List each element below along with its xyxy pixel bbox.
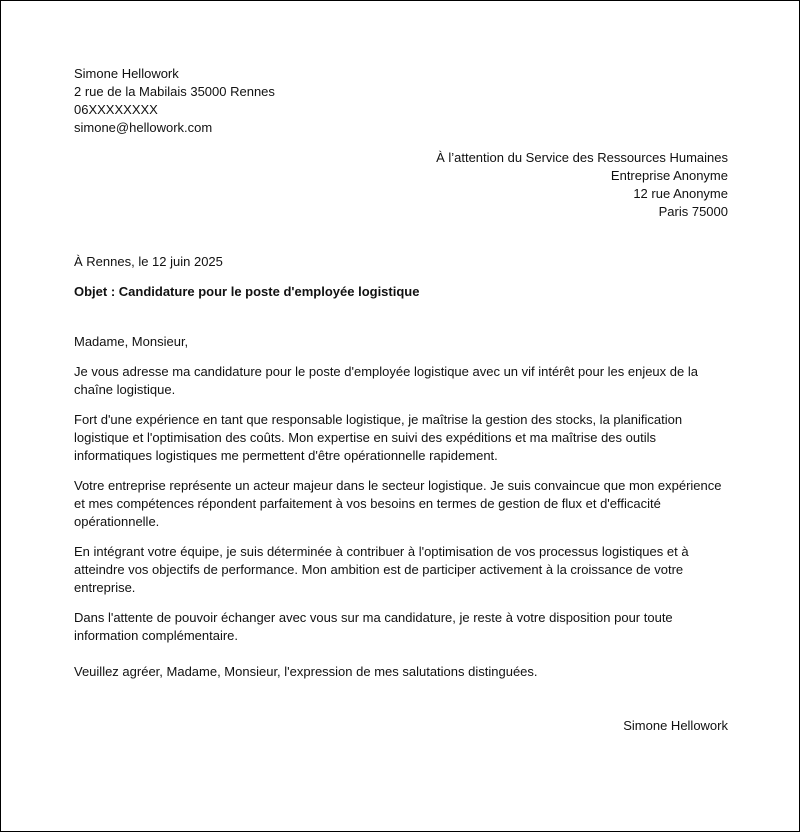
sender-name: Simone Hellowork [74, 66, 179, 81]
sender-block [74, 65, 728, 137]
body-paragraph-4: En intégrant votre équipe, je suis déterminée à contribuer à l'optimisation de vos processus logistiques et à atteindre vos objectifs de performance. Mon ambition est de participer activement à la croissance de votre entreprise. [74, 544, 689, 595]
recipient-attention: À l’attention du Service des Ressources Humaines [436, 150, 728, 165]
sender-phone: 06XXXXXXXX [74, 102, 158, 117]
closing-line: Veuillez agréer, Madame, Monsieur, l'expression de mes salutations distinguées. [74, 664, 538, 679]
salutation: Madame, Monsieur, [74, 334, 189, 349]
body-paragraph-3: Votre entreprise représente un acteur majeur dans le secteur logistique. Je suis convaincue que mon expérience et mes compétences répondent parfaitement à vos besoins en termes de gestion de flux et d'efficacité opérationnelle. [74, 478, 722, 529]
signature: Simone Hellowork [623, 718, 728, 733]
recipient-company: Entreprise Anonyme [610, 168, 728, 183]
subject-line: Objet : Candidature pour le poste d'employée logistique [74, 284, 420, 299]
recipient-block [74, 149, 728, 221]
recipient-street: 12 rue Anonyme [633, 186, 728, 201]
body-paragraph-5: Dans l'attente de pouvoir échanger avec vous sur ma candidature, je reste à votre disposition pour toute information complémentaire. [74, 610, 673, 643]
date-line: À Rennes, le 12 juin 2025 [74, 254, 223, 269]
sender-email: simone@hellowork.com [74, 120, 213, 135]
recipient-city: Paris 75000 [658, 204, 728, 219]
body-paragraph-2: Fort d'une expérience en tant que responsable logistique, je maîtrise la gestion des stocks, la planification logistique et l'optimisation des coûts. Mon expertise en suivi des expéditions et ma maîtrise des outils informatiques logistiques me permettent d'être opérationnelle rapidement. [74, 412, 683, 463]
letter-content [74, 65, 728, 735]
sender-address: 2 rue de la Mabilais 35000 Rennes [74, 84, 275, 99]
body-paragraph-1: Je vous adresse ma candidature pour le poste d'employée logistique avec un vif intérêt pour les enjeux de la chaîne logistique. [74, 364, 698, 397]
